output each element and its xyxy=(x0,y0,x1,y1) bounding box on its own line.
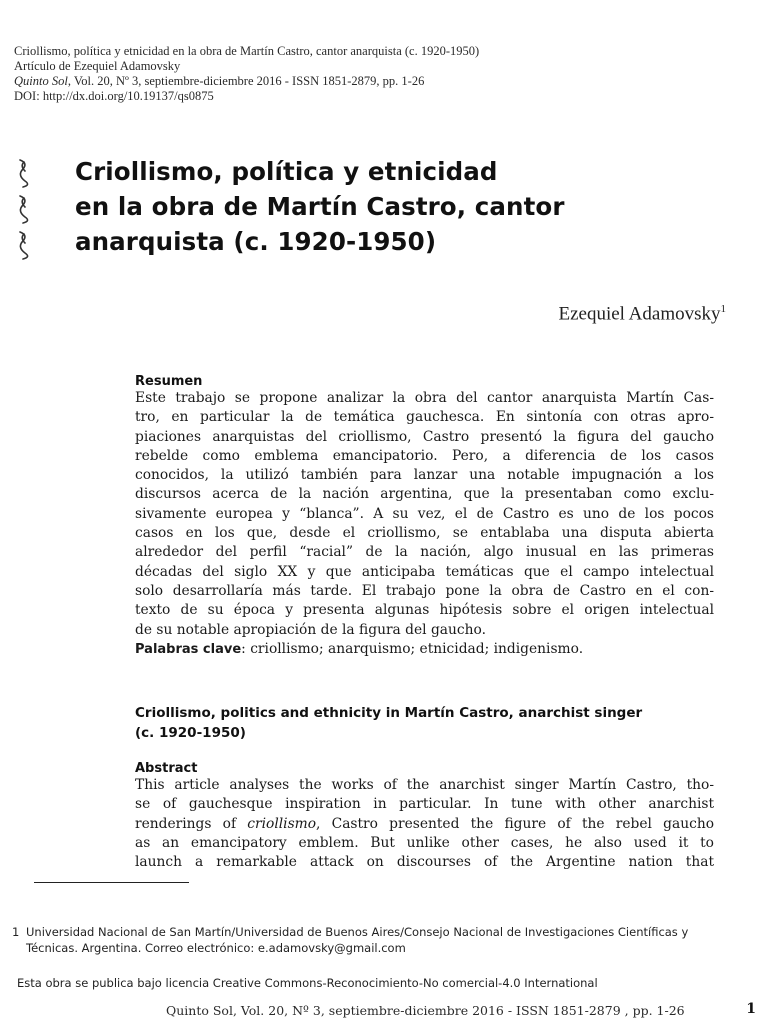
resumen-line: rebelde como emblema emancipatorio. Pero, a diferencia de los casos xyxy=(135,447,714,464)
resumen-line: sivamente europea y “blanca”. A su vez, el de Castro es uno de los pocos xyxy=(135,505,714,522)
resumen-line: tro, en particular la de temática gauchesca. En sintonía con otras apro- xyxy=(135,409,714,426)
header-journal-info xyxy=(14,74,479,89)
footnote-line: Técnicas. Argentina. Correo electrónico: e.adamovsky@gmail.com xyxy=(26,941,406,955)
resumen-line: décadas del siglo XX y que anticipaba temáticas que el campo intelectual xyxy=(135,563,714,580)
author-byline xyxy=(559,303,727,325)
footnote xyxy=(12,924,717,956)
footnote-number: 1 xyxy=(12,925,20,939)
header-volume-info: , Vol. 20, Nº 3, septiembre-diciembre 2016 - ISSN 1851-2879, pp. 1-26 xyxy=(67,74,425,88)
decorative-ornament-icon xyxy=(10,156,38,266)
english-title-line: Criollismo, politics and ethnicity in Martín Castro, anarchist singer xyxy=(135,705,643,721)
resumen-line: texto de su época y presenta algunas hipótesis sobre el origen intelectual xyxy=(135,602,714,619)
abstract-line: This article analyses the works of the anarchist singer Martín Castro, tho- xyxy=(135,777,714,793)
footnote-separator xyxy=(34,882,189,883)
resumen-body xyxy=(135,389,714,640)
abstract-heading: Abstract xyxy=(135,761,198,776)
title-line: Criollismo, política y etnicidad xyxy=(75,157,498,186)
resumen-line: solo desarrollaría más tarde. El trabajo pone la obra de Castro en el con- xyxy=(135,582,714,599)
author-name: Ezequiel Adamovsky xyxy=(558,303,721,325)
header-doi[interactable]: DOI: http://dx.doi.org/10.19137/qs0875 xyxy=(14,89,214,103)
keywords-label: Palabras clave xyxy=(135,641,242,657)
article-header-metadata xyxy=(14,44,479,104)
abstract-line-part: renderings of xyxy=(135,815,248,832)
abstract-section xyxy=(135,761,714,872)
abstract-italic-term: criollismo xyxy=(247,815,317,832)
keywords-line xyxy=(135,640,714,659)
resumen-heading: Resumen xyxy=(135,374,203,389)
abstract-line xyxy=(135,815,714,834)
resumen-line: Este trabajo se propone analizar la obra del cantor anarquista Martín Cas- xyxy=(135,390,714,406)
author-footnote-marker[interactable]: 1 xyxy=(720,303,726,315)
title-line: en la obra de Martín Castro, cantor xyxy=(75,192,565,221)
title-line: anarquista (c. 1920-1950) xyxy=(75,227,437,256)
page-number: 1 xyxy=(746,1001,756,1017)
header-article-author: Artículo de Ezequiel Adamovsky xyxy=(14,59,181,73)
english-title-line: (c. 1920-1950) xyxy=(135,725,246,741)
footnote-line: Universidad Nacional de San Martín/Universidad de Buenos Aires/Consejo Nacional de Investigaciones Científicas y xyxy=(26,925,689,939)
header-journal-name: Quinto Sol xyxy=(14,74,68,88)
abstract-line: as an emancipatory emblem. But unlike other cases, he also used it to xyxy=(135,834,714,851)
license-notice: Esta obra se publica bajo licencia Creative Commons-Reconocimiento-No comercial-4.0 International xyxy=(17,976,598,990)
resumen-section xyxy=(135,374,714,659)
article-title xyxy=(75,154,565,259)
abstract-body xyxy=(135,776,714,872)
resumen-line: casos en los que, desde el criollismo, se entablaba una disputa abierta xyxy=(135,525,714,542)
abstract-line: se of gauchesque inspiration in particular. In tune with other anarchist xyxy=(135,796,714,813)
abstract-line-part: , Castro presented the figure of the rebel gaucho xyxy=(316,815,715,832)
footnote-text xyxy=(12,924,717,956)
page-footer-citation: Quinto Sol, Vol. 20, Nº 3, septiembre-diciembre 2016 - ISSN 1851-2879 , pp. 1-26 xyxy=(166,1003,685,1018)
resumen-line: piaciones anarquistas del criollismo, Castro presentó la figura del gaucho xyxy=(135,428,714,445)
resumen-line: de su notable apropiación de la figura del gaucho. xyxy=(135,621,486,638)
resumen-line: alrededor del perfil “racial” de la nación, algo inusual en las primeras xyxy=(135,544,714,561)
header-article-title: Criollismo, política y etnicidad en la obra de Martín Castro, cantor anarquista (c. 1920-1950) xyxy=(14,44,480,58)
resumen-line: discursos acerca de la nación argentina, que la presentaban como exclu- xyxy=(135,486,714,503)
keywords-list: : criollismo; anarquismo; etnicidad; indigenismo. xyxy=(241,640,584,657)
abstract-line: launch a remarkable attack on discourses of the Argentine nation that xyxy=(135,854,714,871)
resumen-line: conocidos, la utilizó también para lanzar una notable impugnación a los xyxy=(135,467,714,484)
english-title-section xyxy=(135,703,714,743)
